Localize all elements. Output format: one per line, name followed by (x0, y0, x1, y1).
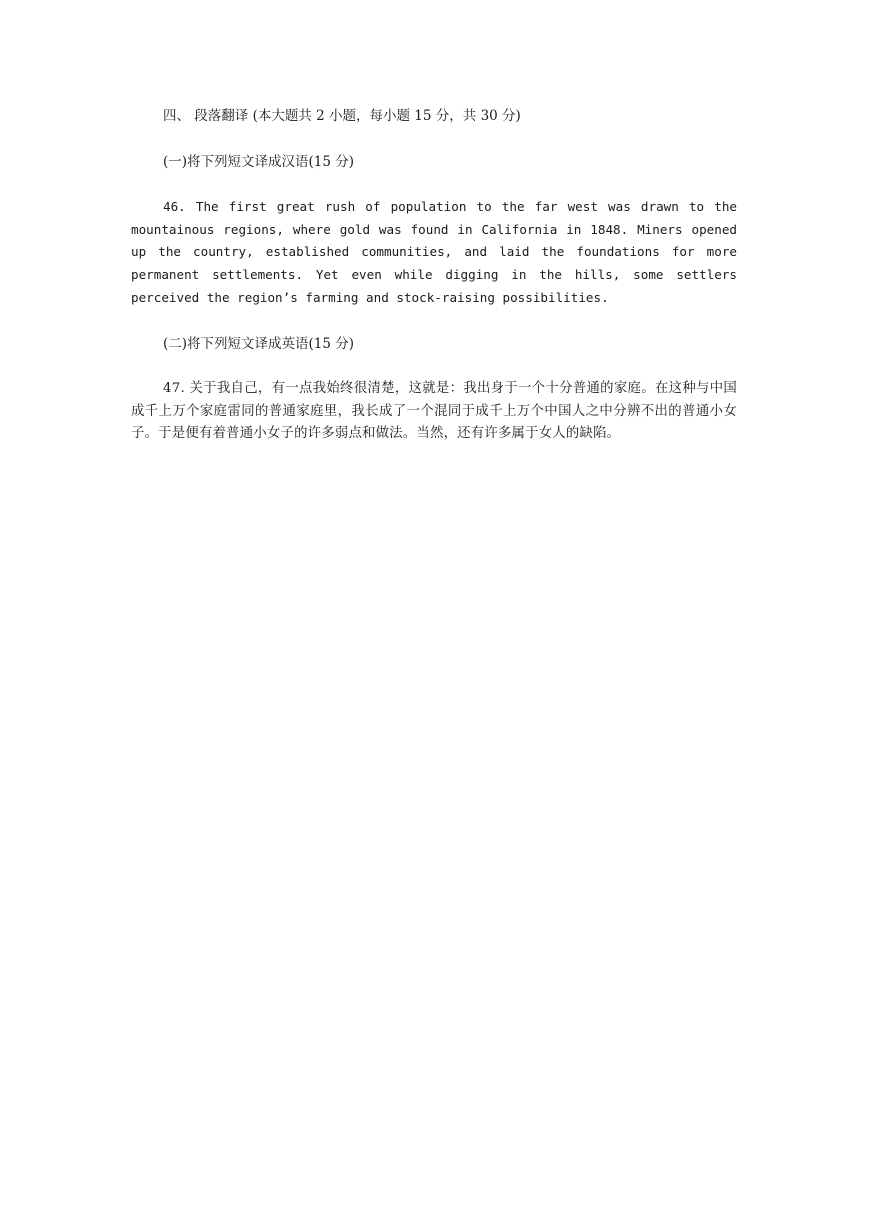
question-46-text: 46. The first great rush of population to the far west was drawn to the mountainous regions, where gold was found in California in 1848. Miners opened up the country, established communities, and laid the foundations for more permanent settlements. Yet even while digging in the hills, some settlers perceived the region’s farming and stock-raising possibilities. (131, 199, 737, 305)
question-47-text: 47. 关于我自己，有一点我始终很清楚，这就是：我出身于一个十分普通的家庭。在这种与中国成千上万个家庭雷同的普通家庭里，我长成了一个混同于成千上万个中国人之中分辨不出的普通小女子。于是便有着普通小女子的许多弱点和做法。当然，还有许多属于女人的缺陷。 (131, 381, 737, 442)
part-1-label: (一)将下列短文译成汉语(15 分) (163, 154, 355, 170)
part-2-label: (二)将下列短文译成英语(15 分) (163, 336, 355, 352)
section-heading: 四、 段落翻译 (本大题共 2 小题，每小题 15 分，共 30 分) (163, 108, 521, 124)
